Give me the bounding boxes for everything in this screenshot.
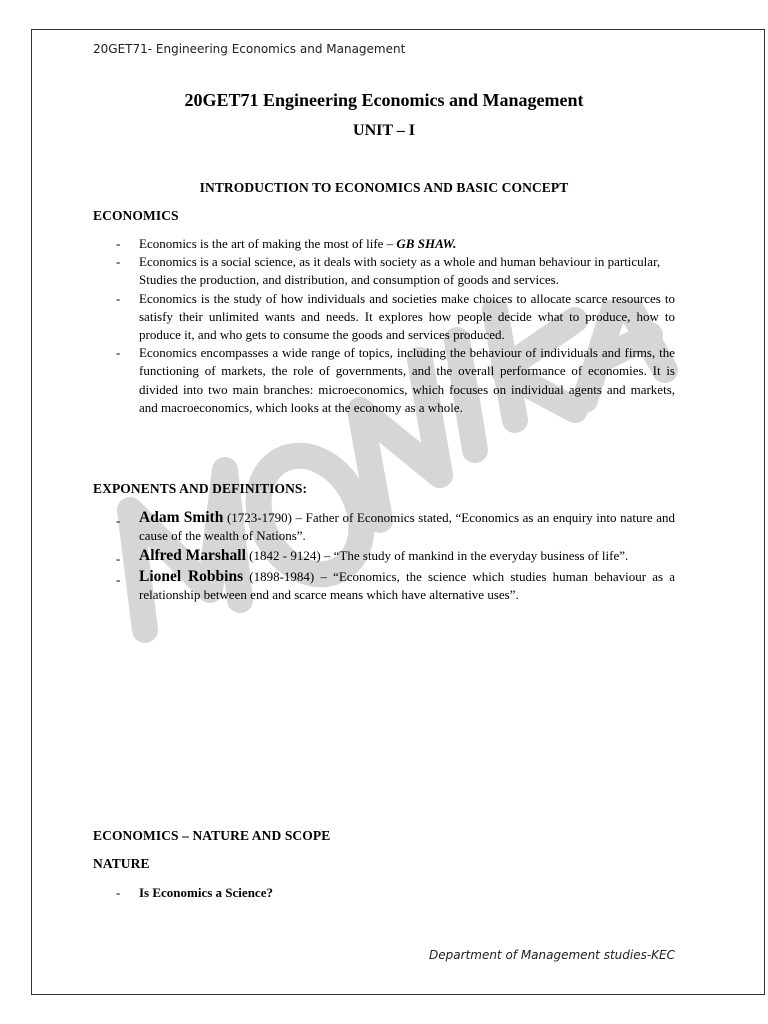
nature-heading: NATURE: [93, 856, 150, 871]
attribution: GB SHAW.: [396, 236, 457, 251]
definition-text: Economics encompasses a wide range of topics, including the behaviour of individuals and firms, the functioning of markets, the role of governments, and the overall performance of economies. It is divided into two main branches: microeconomics, which focuses on individual agents and markets, and macroeconomics, which looks at the economy as a whole.: [139, 345, 675, 415]
chapter-heading: INTRODUCTION TO ECONOMICS AND BASIC CONCEPT: [199, 180, 569, 195]
list-marker: -: [116, 345, 121, 361]
list-marker: -: [116, 885, 121, 900]
running-header: 20GET71- Engineering Economics and Management: [93, 42, 406, 56]
exponents-heading: EXPONENTS AND DEFINITIONS:: [93, 481, 308, 496]
definition-text: (1723-1790) – Father of Economics stated, “Economics as an enquiry into nature and cause of the wealth of Nations”.: [139, 510, 675, 544]
list-item: [93, 884, 675, 902]
economics-heading: ECONOMICS: [93, 208, 179, 223]
economist-name: Alfred Marshall: [139, 547, 246, 565]
definition-text: Economics is a social science, as it deals with society as a whole and human behaviour in particular, Studies the production, and distribution, and consumption of goods and services.: [139, 254, 661, 288]
definition-text: (1898-1984) – “Economics, the science which studies human behaviour as a relationship between end and scarce means which have alternative uses”.: [139, 568, 675, 602]
footer-department: Department of Management studies-KEC: [429, 948, 675, 962]
list-item: [93, 290, 675, 345]
list-item: [93, 253, 675, 289]
economics-list: [93, 235, 675, 417]
exponents-list: [93, 509, 675, 606]
list-marker: -: [116, 551, 121, 567]
list-item: [93, 568, 675, 604]
economist-name: Adam Smith: [139, 509, 224, 526]
nature-scope-heading: ECONOMICS – NATURE AND SCOPE: [93, 828, 331, 843]
question-list: [93, 884, 675, 902]
list-item: [93, 547, 675, 565]
list-item: [93, 235, 675, 253]
question-text: Is Economics a Science?: [139, 885, 273, 900]
unit-heading: UNIT – I: [353, 122, 415, 139]
list-marker: -: [116, 290, 121, 306]
definition-text: Economics is the art of making the most of life –: [139, 236, 397, 251]
economist-name: Lionel Robbins: [139, 567, 244, 585]
document-title: 20GET71 Engineering Economics and Management: [184, 90, 584, 110]
list-marker: -: [116, 513, 121, 528]
list-marker: -: [116, 254, 121, 270]
definition-text: (1842 - 9124) – “The study of mankind in the everyday business of life”.: [245, 548, 629, 564]
list-marker: -: [116, 236, 121, 251]
definition-text: Economics is the study of how individuals and societies make choices to allocate scarce resources to satisfy their unlimited wants and needs. It explores how people decide what to produce, how to produce it, and who gets to consume the goods and services produced.: [139, 290, 675, 343]
list-marker: -: [116, 571, 121, 587]
list-item: [93, 509, 675, 545]
list-item: [93, 344, 675, 417]
